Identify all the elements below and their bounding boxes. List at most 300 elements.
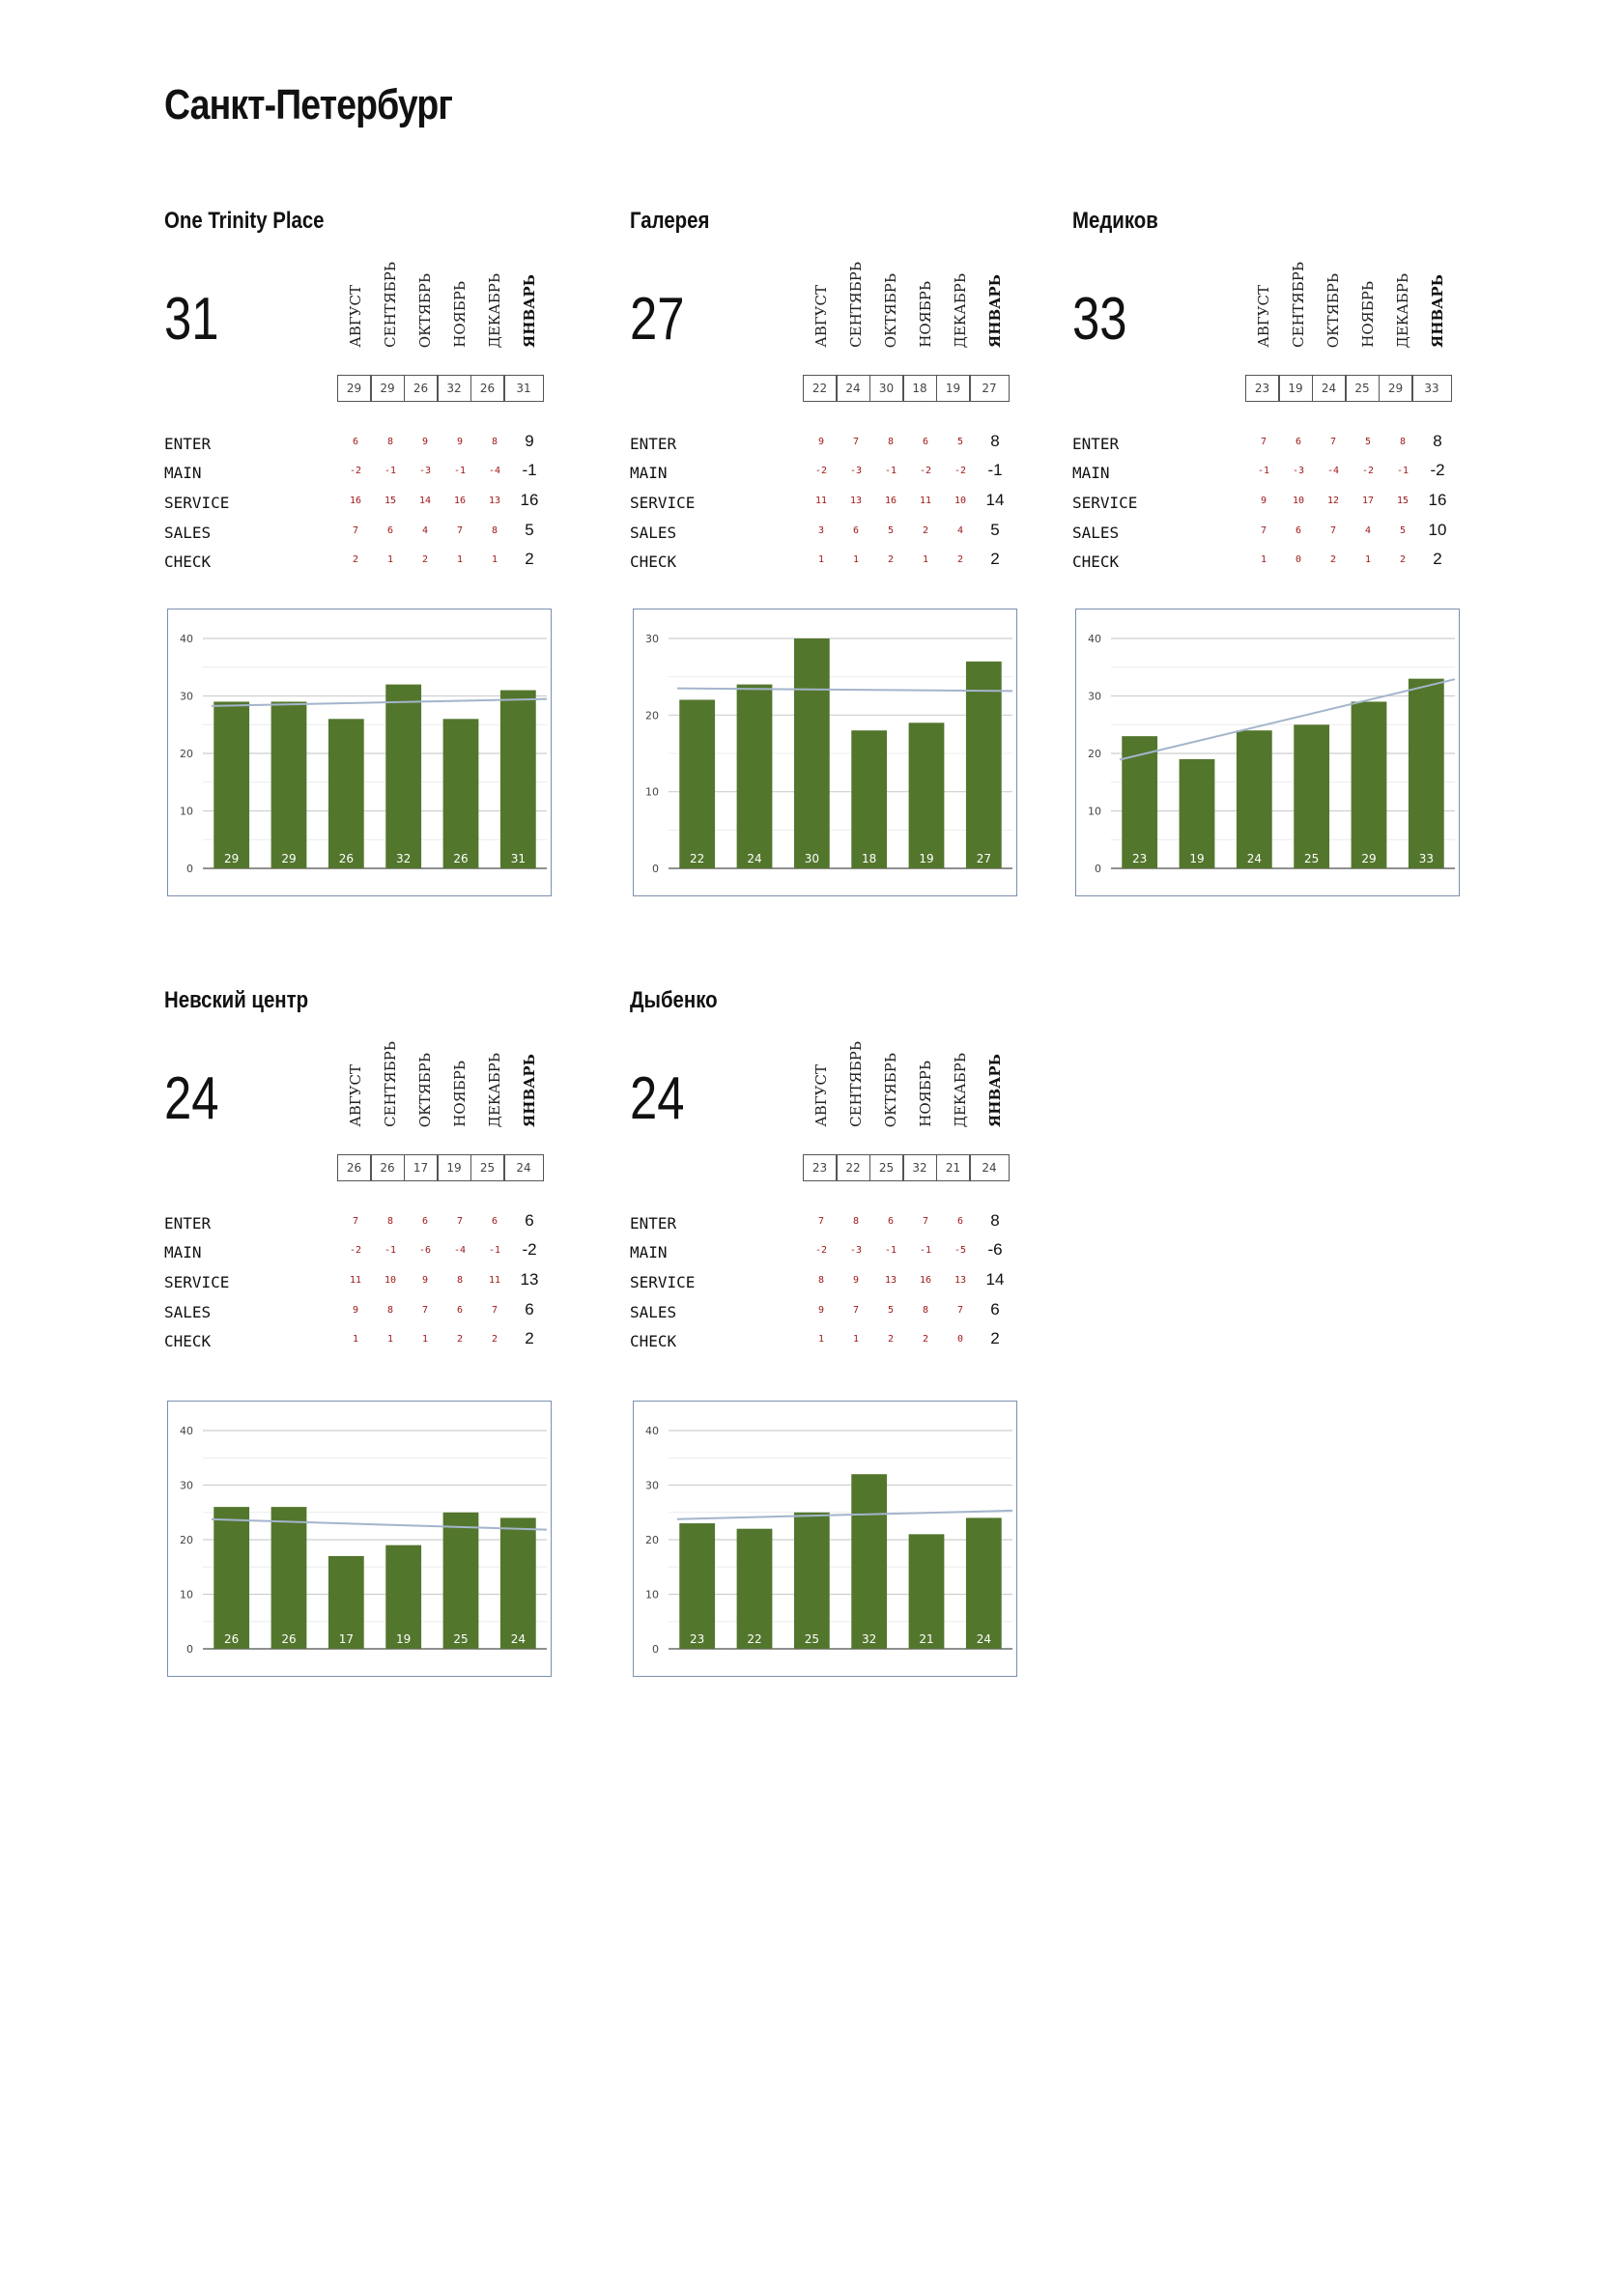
bar [1409, 679, 1444, 868]
metric-value: 11 [488, 1275, 501, 1286]
bar [737, 685, 773, 868]
metric-value: 9 [456, 437, 464, 447]
month-total-cell: 17 [404, 1154, 439, 1181]
month-total-cell: 18 [902, 375, 937, 402]
metric-value: -1 [1257, 466, 1270, 476]
metric-value: 2 [352, 554, 359, 565]
y-tick-label: 30 [180, 690, 193, 703]
metric-value: -4 [488, 466, 501, 476]
metric-value: -2 [1361, 466, 1375, 476]
bar [500, 1517, 536, 1649]
month-header: НОЯБРЬ [917, 281, 934, 348]
metric-value: 6 [922, 437, 929, 447]
metric-value: 1 [421, 1334, 429, 1345]
metric-value: 2 [421, 554, 429, 565]
metric-label: SERVICE [630, 494, 696, 512]
metric-value: 8 [491, 437, 498, 447]
metric-value: 1 [456, 554, 464, 565]
metric-current: -1 [522, 461, 537, 479]
metric-current: 2 [990, 1329, 1000, 1347]
y-tick-label: 30 [1088, 690, 1101, 703]
metric-label: SERVICE [1072, 494, 1138, 512]
bar [271, 701, 307, 868]
metric-value: 16 [884, 496, 897, 506]
metric-value: 8 [386, 1305, 394, 1316]
metric-current: 13 [520, 1270, 539, 1289]
bar-data-label: 31 [510, 852, 526, 865]
month-header: НОЯБРЬ [917, 1061, 934, 1127]
metric-value: 2 [887, 1334, 895, 1345]
month-total-cell: 29 [337, 375, 372, 402]
metric-value: 6 [491, 1216, 498, 1227]
month-header: ДЕКАБРЬ [952, 1052, 969, 1127]
bar-data-label: 26 [338, 852, 354, 865]
bar-data-label: 18 [862, 852, 877, 865]
bar-data-label: 26 [281, 1632, 297, 1646]
metric-value: 2 [1399, 554, 1407, 565]
y-tick-label: 10 [645, 1588, 659, 1602]
metric-label: SERVICE [630, 1273, 696, 1291]
metric-value: 1 [491, 554, 498, 565]
metric-value: 1 [1364, 554, 1372, 565]
metric-current: 2 [990, 550, 1000, 568]
metric-value: -1 [384, 1245, 397, 1256]
metric-label: SERVICE [164, 1273, 230, 1291]
month-total-cell: 24 [836, 375, 870, 402]
trendline [677, 689, 1012, 692]
y-tick-label: 20 [180, 1534, 193, 1546]
metric-value: 10 [384, 1275, 397, 1286]
month-header: ЯНВАРЬ [521, 1054, 538, 1127]
metric-current: 14 [985, 491, 1005, 509]
metric-value: 4 [1364, 525, 1372, 536]
metric-label: MAIN [1072, 464, 1110, 482]
bar [443, 719, 479, 868]
bar-data-label: 29 [1361, 852, 1377, 865]
store-card [164, 987, 589, 1721]
y-tick-label: 0 [186, 863, 193, 875]
bar-data-label: 24 [1246, 852, 1262, 865]
y-tick-label: 30 [645, 633, 659, 645]
metric-value: 2 [1329, 554, 1337, 565]
metric-label: ENTER [1072, 435, 1120, 453]
metric-value: -2 [814, 1245, 828, 1256]
metric-value: 9 [421, 1275, 429, 1286]
month-total-cell: 23 [1245, 375, 1280, 402]
current-value: 24 [630, 1065, 685, 1132]
metric-value: 7 [956, 1305, 964, 1316]
month-total-cell: 26 [470, 375, 505, 402]
metric-current: -2 [1430, 461, 1445, 479]
store-name: One Trinity Place [164, 208, 325, 234]
metric-value: 11 [349, 1275, 362, 1286]
month-total-cell: 27 [969, 375, 1010, 402]
bar-data-label: 29 [281, 852, 297, 865]
month-total-cell: 32 [902, 1154, 937, 1181]
metric-value: 7 [922, 1216, 929, 1227]
metric-value: 5 [956, 437, 964, 447]
metric-label: SERVICE [164, 494, 230, 512]
metric-value: 7 [1260, 525, 1267, 536]
bar [679, 699, 715, 868]
y-tick-label: 20 [645, 709, 659, 723]
metric-current: 6 [525, 1211, 534, 1230]
metric-label: MAIN [630, 1243, 668, 1261]
metric-value: 8 [1399, 437, 1407, 447]
bar-data-label: 23 [690, 1632, 705, 1646]
metric-value: 5 [1399, 525, 1407, 536]
month-header: ЯНВАРЬ [521, 274, 538, 348]
metric-value: 7 [852, 1305, 860, 1316]
month-total-cell: 26 [404, 375, 439, 402]
chart-svg [634, 609, 1016, 895]
metric-value: 8 [491, 525, 498, 536]
month-total-cell: 21 [936, 1154, 971, 1181]
metric-value: -5 [954, 1245, 967, 1256]
metric-value: 14 [418, 496, 432, 506]
bar [385, 685, 421, 868]
metric-current: 2 [525, 1329, 534, 1347]
y-tick-label: 30 [645, 1479, 659, 1492]
bar [851, 730, 887, 868]
metric-value: 6 [352, 437, 359, 447]
metric-value: 5 [887, 525, 895, 536]
metric-value: 8 [887, 437, 895, 447]
metric-current: -1 [987, 461, 1003, 479]
metric-label: CHECK [1072, 553, 1120, 571]
metric-value: 2 [956, 554, 964, 565]
y-tick-label: 0 [1095, 863, 1101, 875]
bar-data-label: 24 [510, 1632, 526, 1646]
metric-value: 9 [817, 1305, 825, 1316]
metric-value: 6 [852, 525, 860, 536]
metric-value: 7 [456, 1216, 464, 1227]
metric-value: 13 [884, 1275, 897, 1286]
bar-data-label: 29 [224, 852, 240, 865]
month-total-cell: 25 [869, 1154, 904, 1181]
bar [1294, 724, 1329, 868]
month-total-cell: 19 [437, 1154, 471, 1181]
metric-value: -6 [418, 1245, 432, 1256]
metric-value: -2 [814, 466, 828, 476]
store-card [1072, 208, 1497, 942]
metric-current: 6 [525, 1300, 534, 1318]
bar [966, 1517, 1002, 1649]
metric-value: -3 [849, 466, 863, 476]
metric-value: 8 [922, 1305, 929, 1316]
metric-value: 1 [386, 1334, 394, 1345]
metric-value: 2 [456, 1334, 464, 1345]
bar [443, 1513, 479, 1649]
month-header: АВГУСТ [347, 1064, 364, 1127]
month-totals-table [338, 375, 544, 402]
metric-value: 9 [421, 437, 429, 447]
metric-value: 17 [1361, 496, 1375, 506]
bar-data-label: 25 [1304, 852, 1320, 865]
y-tick-label: 40 [180, 633, 193, 645]
metric-value: 2 [491, 1334, 498, 1345]
metric-current: 5 [525, 521, 534, 539]
metric-value: 7 [421, 1305, 429, 1316]
metric-value: 1 [352, 1334, 359, 1345]
bar-data-label: 19 [919, 852, 934, 865]
store-name: Невский центр [164, 987, 309, 1013]
month-total-cell: 25 [470, 1154, 505, 1181]
metric-current: -6 [987, 1240, 1003, 1259]
y-tick-label: 10 [180, 1588, 193, 1602]
metric-label: SALES [630, 524, 677, 542]
metric-value: 3 [817, 525, 825, 536]
month-total-cell: 22 [836, 1154, 870, 1181]
y-tick-label: 0 [652, 1643, 659, 1656]
metric-current: 14 [985, 1270, 1005, 1289]
chart [167, 1401, 552, 1677]
metric-current: 2 [1433, 550, 1442, 568]
month-totals-table [804, 1154, 1010, 1181]
metric-value: -4 [453, 1245, 467, 1256]
month-header: СЕНТЯБРЬ [1290, 262, 1307, 348]
metric-value: 13 [849, 496, 863, 506]
month-header: ЯНВАРЬ [986, 274, 1004, 348]
bar [794, 1513, 830, 1649]
month-total-cell: 19 [936, 375, 971, 402]
metric-value: -1 [884, 1245, 897, 1256]
trendline [1120, 679, 1455, 759]
month-header: ОКТЯБРЬ [416, 272, 434, 348]
bar [214, 701, 249, 868]
y-tick-label: 20 [645, 1534, 659, 1546]
metric-current: 2 [525, 550, 534, 568]
month-header: АВГУСТ [812, 285, 830, 348]
metric-value: 12 [1326, 496, 1340, 506]
metric-value: 7 [352, 1216, 359, 1227]
metric-value: 6 [456, 1305, 464, 1316]
bar [679, 1523, 715, 1649]
chart [633, 609, 1017, 896]
month-totals-table [338, 1154, 544, 1181]
metric-value: 13 [954, 1275, 967, 1286]
bar [794, 638, 830, 868]
current-value: 27 [630, 286, 685, 353]
store-card [630, 208, 1055, 942]
current-value: 24 [164, 1065, 219, 1132]
y-tick-label: 10 [180, 805, 193, 818]
metric-value: 7 [491, 1305, 498, 1316]
y-tick-label: 20 [1088, 748, 1101, 760]
metric-label: MAIN [164, 1243, 202, 1261]
metric-value: 7 [352, 525, 359, 536]
metric-value: -1 [884, 466, 897, 476]
metric-value: 7 [817, 1216, 825, 1227]
metric-current: 9 [525, 432, 534, 450]
month-total-cell: 22 [803, 375, 838, 402]
bar-data-label: 22 [690, 852, 705, 865]
metric-value: 16 [919, 1275, 932, 1286]
metric-label: SALES [630, 1303, 677, 1321]
y-tick-label: 40 [1088, 633, 1101, 645]
metric-value: -4 [1326, 466, 1340, 476]
metric-label: ENTER [164, 1214, 212, 1233]
bar-data-label: 24 [747, 852, 762, 865]
metric-value: 1 [817, 1334, 825, 1345]
metric-label: SALES [164, 524, 212, 542]
metric-current: 8 [990, 1211, 1000, 1230]
metric-current: 10 [1428, 521, 1447, 539]
y-tick-label: 0 [652, 863, 659, 875]
bar-data-label: 27 [976, 852, 991, 865]
metric-value: 7 [852, 437, 860, 447]
bar [1122, 736, 1157, 868]
metric-value: 1 [817, 554, 825, 565]
metric-label: MAIN [164, 464, 202, 482]
metric-value: 4 [956, 525, 964, 536]
month-header: ОКТЯБРЬ [882, 1052, 899, 1127]
metric-value: 0 [956, 1334, 964, 1345]
bar-data-label: 33 [1418, 852, 1434, 865]
metric-current: 8 [990, 432, 1000, 450]
month-totals-table [804, 375, 1010, 402]
bar-data-label: 30 [804, 852, 819, 865]
metric-value: 1 [852, 554, 860, 565]
metric-value: -1 [1396, 466, 1409, 476]
metric-value: 1 [852, 1334, 860, 1345]
bar [966, 662, 1002, 868]
bar-data-label: 19 [1189, 852, 1205, 865]
y-tick-label: 20 [180, 748, 193, 760]
y-tick-label: 40 [180, 1425, 193, 1437]
chart-svg [1076, 609, 1459, 895]
metric-value: 7 [1260, 437, 1267, 447]
metric-value: 15 [384, 496, 397, 506]
page-title: Санкт-Петербург [164, 81, 453, 128]
metric-value: 5 [1364, 437, 1372, 447]
bar-data-label: 25 [453, 1632, 469, 1646]
month-header: АВГУСТ [812, 1064, 830, 1127]
bar-data-label: 21 [919, 1632, 934, 1646]
metric-value: 4 [421, 525, 429, 536]
month-header: ДЕКАБРЬ [952, 272, 969, 348]
chart-svg [634, 1402, 1016, 1676]
month-header: СЕНТЯБРЬ [382, 262, 399, 348]
metric-value: -2 [349, 466, 362, 476]
month-total-cell: 24 [969, 1154, 1010, 1181]
month-header: ДЕКАБРЬ [486, 1052, 503, 1127]
metric-value: 5 [887, 1305, 895, 1316]
bar-data-label: 24 [976, 1632, 991, 1646]
bar-data-label: 23 [1132, 852, 1148, 865]
metric-value: 9 [1260, 496, 1267, 506]
bar-data-label: 25 [804, 1632, 819, 1646]
metric-value: 8 [852, 1216, 860, 1227]
y-tick-label: 10 [645, 785, 659, 799]
chart-svg [168, 609, 551, 895]
month-total-cell: 24 [503, 1154, 544, 1181]
metric-value: 6 [421, 1216, 429, 1227]
bar [500, 691, 536, 868]
month-header: ОКТЯБРЬ [1324, 272, 1342, 348]
month-totals-table [1246, 375, 1452, 402]
metric-current: 6 [990, 1300, 1000, 1318]
metric-value: 6 [1295, 437, 1302, 447]
metric-current: 16 [520, 491, 539, 509]
month-header: НОЯБРЬ [451, 1061, 469, 1127]
bar-data-label: 32 [396, 852, 412, 865]
metric-value: 10 [954, 496, 967, 506]
trendline [212, 1519, 547, 1530]
bar [1352, 701, 1387, 868]
bar [737, 1529, 773, 1649]
metric-value: 7 [456, 525, 464, 536]
metric-value: 1 [922, 554, 929, 565]
month-total-cell: 19 [1278, 375, 1313, 402]
metric-value: -1 [453, 466, 467, 476]
month-total-cell: 23 [803, 1154, 838, 1181]
month-total-cell: 24 [1312, 375, 1347, 402]
metric-value: 16 [349, 496, 362, 506]
metric-current: 5 [990, 521, 1000, 539]
metric-value: 9 [852, 1275, 860, 1286]
metric-label: ENTER [630, 435, 677, 453]
metric-value: 2 [922, 525, 929, 536]
month-total-cell: 32 [437, 375, 471, 402]
bar [1237, 730, 1272, 868]
bar-data-label: 26 [453, 852, 469, 865]
metric-value: 8 [456, 1275, 464, 1286]
metric-value: 11 [814, 496, 828, 506]
store-name: Дыбенко [630, 987, 718, 1013]
metric-value: 9 [817, 437, 825, 447]
metric-value: 6 [386, 525, 394, 536]
store-card [164, 208, 589, 942]
bar-data-label: 26 [224, 1632, 240, 1646]
bar-data-label: 17 [338, 1632, 354, 1646]
bar-data-label: 19 [396, 1632, 412, 1646]
trendline [212, 699, 547, 706]
month-header: ОКТЯБРЬ [416, 1052, 434, 1127]
metric-value: 8 [817, 1275, 825, 1286]
metric-value: -2 [919, 466, 932, 476]
metric-value: -1 [384, 466, 397, 476]
metric-label: ENTER [630, 1214, 677, 1233]
metric-current: 8 [1433, 432, 1442, 450]
metric-value: 10 [1292, 496, 1305, 506]
metric-label: CHECK [630, 553, 677, 571]
metric-value: 2 [922, 1334, 929, 1345]
bar [271, 1507, 307, 1649]
metric-value: 16 [453, 496, 467, 506]
metric-value: 1 [386, 554, 394, 565]
store-name: Галерея [630, 208, 710, 234]
metric-value: -2 [349, 1245, 362, 1256]
metric-value: 6 [887, 1216, 895, 1227]
month-header: СЕНТЯБРЬ [847, 1041, 865, 1127]
metric-value: -3 [418, 466, 432, 476]
chart [633, 1401, 1017, 1677]
bar [328, 719, 364, 868]
metric-current: -2 [522, 1240, 537, 1259]
y-tick-label: 30 [180, 1479, 193, 1492]
month-total-cell: 25 [1345, 375, 1380, 402]
month-header: ЯНВАРЬ [986, 1054, 1004, 1127]
metric-value: -1 [488, 1245, 501, 1256]
month-header: АВГУСТ [1255, 285, 1272, 348]
metric-value: 2 [887, 554, 895, 565]
metric-label: CHECK [630, 1332, 677, 1350]
month-header: НОЯБРЬ [1359, 281, 1377, 348]
month-header: АВГУСТ [347, 285, 364, 348]
metric-label: CHECK [164, 1332, 212, 1350]
metric-value: -1 [919, 1245, 932, 1256]
